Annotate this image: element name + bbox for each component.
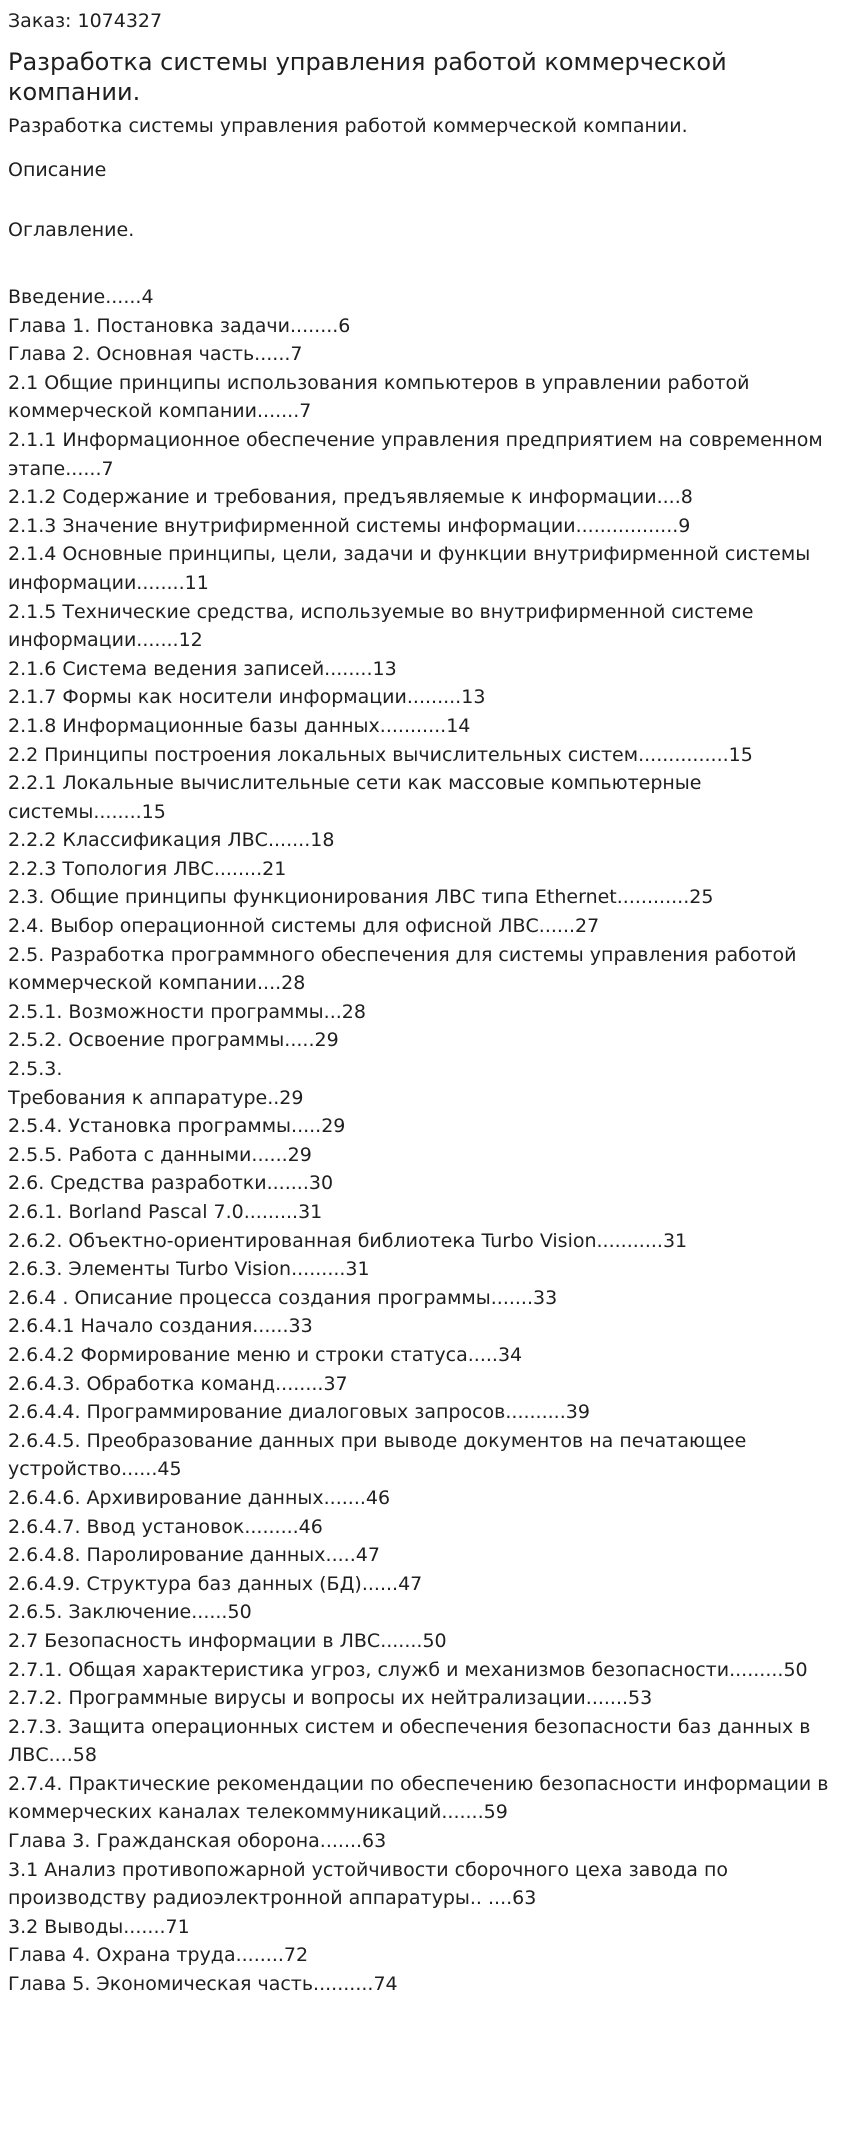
toc-item: 2.7.4. Практические рекомендации по обеспечению безопасности информации в коммерческих каналах телекоммуникаций.......59 — [8, 1772, 829, 1824]
toc-item: 2.6.4.2 Формирование меню и строки статуса.....34 — [8, 1343, 523, 1366]
order-number: Заказ: 1074327 — [8, 10, 163, 32]
toc-item: 2.6.4.5. Преобразование данных при выводе документов на печатающее устройство......45 — [8, 1429, 747, 1481]
toc-item: Требования к аппаратуре..29 — [8, 1086, 304, 1109]
toc-item: 2.4. Выбор операционной системы для офисной ЛВС......27 — [8, 915, 600, 938]
toc-item: 3.1 Анализ противопожарной устойчивости сборочного цеха завода по производству радиоэлектронной аппаратуры.. ....63 — [8, 1858, 729, 1910]
toc-item: 2.6.4 . Описание процесса создания программы.......33 — [8, 1286, 558, 1309]
toc-item: 2.7.1. Общая характеристика угроз, служб и механизмов безопасности.........50 — [8, 1658, 808, 1681]
toc-item: 2.1.3 Значение внутрифирменной системы информации.................9 — [8, 514, 691, 537]
toc-item: 2.1.8 Информационные базы данных...........14 — [8, 714, 471, 737]
toc-item: 2.6.1. Borland Pascal 7.0.........31 — [8, 1201, 323, 1223]
toc-item: 2.6.5. Заключение......50 — [8, 1601, 252, 1624]
toc-item: 2.6.4.1 Начало создания......33 — [8, 1315, 313, 1338]
toc-item: 2.5.2. Освоение программы.....29 — [8, 1029, 339, 1052]
toc-item: 2.7 Безопасность информации в ЛВС.......50 — [8, 1629, 447, 1652]
toc-item: 2.6.4.7. Ввод установок.........46 — [8, 1515, 323, 1538]
toc-item: 2.6.4.9. Структура баз данных (БД)......47 — [8, 1572, 423, 1595]
toc-item: 2.5. Разработка программного обеспечения для системы управления работой коммерческой компании....28 — [8, 943, 797, 995]
toc-item: 2.1.7 Формы как носители информации.........13 — [8, 686, 486, 709]
toc-item: 2.1.5 Технические средства, используемые во внутрифирменной системе информации.......12 — [8, 600, 754, 652]
toc-item: Введение......4 — [8, 286, 154, 308]
toc-item: 2.1.1 Информационное обеспечение управления предприятием на современном этапе......7 — [8, 428, 823, 480]
table-of-contents — [8, 283, 839, 1999]
description-heading: Описание — [8, 159, 107, 181]
toc-item: 2.2.1 Локальные вычислительные сети как массовые компьютерные системы........15 — [8, 772, 702, 823]
toc-item: 2.5.4. Установка программы.....29 — [8, 1115, 346, 1138]
toc-item: 2.1 Общие принципы использования компьютеров в управлении работой коммерческой компании.......7 — [8, 371, 750, 423]
toc-item: 2.1.4 Основные принципы, цели, задачи и функции внутрифирменной системы информации........11 — [8, 543, 811, 594]
page-title: Разработка системы управления работой коммерческой компании. — [8, 48, 727, 106]
toc-item: 2.7.2. Программные вирусы и вопросы их нейтрализации.......53 — [8, 1687, 653, 1710]
toc-item: 2.6.4.3. Обработка команд........37 — [8, 1372, 348, 1395]
toc-item: 2.2 Принципы построения локальных вычислительных систем...............15 — [8, 743, 753, 766]
toc-item: 2.5.3. — [8, 1058, 63, 1081]
toc-item: 2.6.2. Объектно-ориентированная библиотека Turbo Vision...........31 — [8, 1229, 688, 1252]
toc-item: Глава 1. Постановка задачи........6 — [8, 314, 351, 337]
toc-item: 2.6.4.8. Паролирование данных.....47 — [8, 1544, 380, 1567]
toc-item: 2.5.5. Работа с данными......29 — [8, 1143, 312, 1166]
toc-item: Глава 3. Гражданская оборона.......63 — [8, 1830, 387, 1853]
toc-item: 2.1.6 Система ведения записей........13 — [8, 657, 397, 680]
toc-item: 3.2 Выводы.......71 — [8, 1915, 190, 1938]
toc-item: 2.2.3 Топология ЛВС........21 — [8, 857, 287, 880]
toc-item: Глава 2. Основная часть......7 — [8, 343, 303, 366]
page-subtitle: Разработка системы управления работой коммерческой компании. — [8, 115, 688, 137]
toc-item: 2.2.2 Классификация ЛВС.......18 — [8, 829, 335, 852]
toc-item: Глава 4. Охрана труда........72 — [8, 1944, 309, 1967]
toc-heading: Оглавление. — [8, 219, 135, 241]
toc-item: 2.6.3. Элементы Turbo Vision.........31 — [8, 1258, 370, 1281]
toc-item: 2.6.4.6. Архивирование данных.......46 — [8, 1486, 391, 1509]
toc-item: Глава 5. Экономическая часть..........74 — [8, 1973, 398, 1996]
toc-item: 2.6. Средства разработки.......30 — [8, 1172, 334, 1195]
toc-item: 2.6.4.4. Программирование диалоговых запросов..........39 — [8, 1401, 590, 1424]
toc-item: 2.7.3. Защита операционных систем и обеспечения безопасности баз данных в ЛВС....58 — [8, 1715, 811, 1767]
toc-item: 2.5.1. Возможности программы...28 — [8, 1000, 366, 1023]
toc-item: 2.3. Общие принципы функционирования ЛВС типа Ethernet............25 — [8, 886, 714, 909]
toc-item: 2.1.2 Содержание и требования, предъявляемые к информации....8 — [8, 486, 693, 509]
